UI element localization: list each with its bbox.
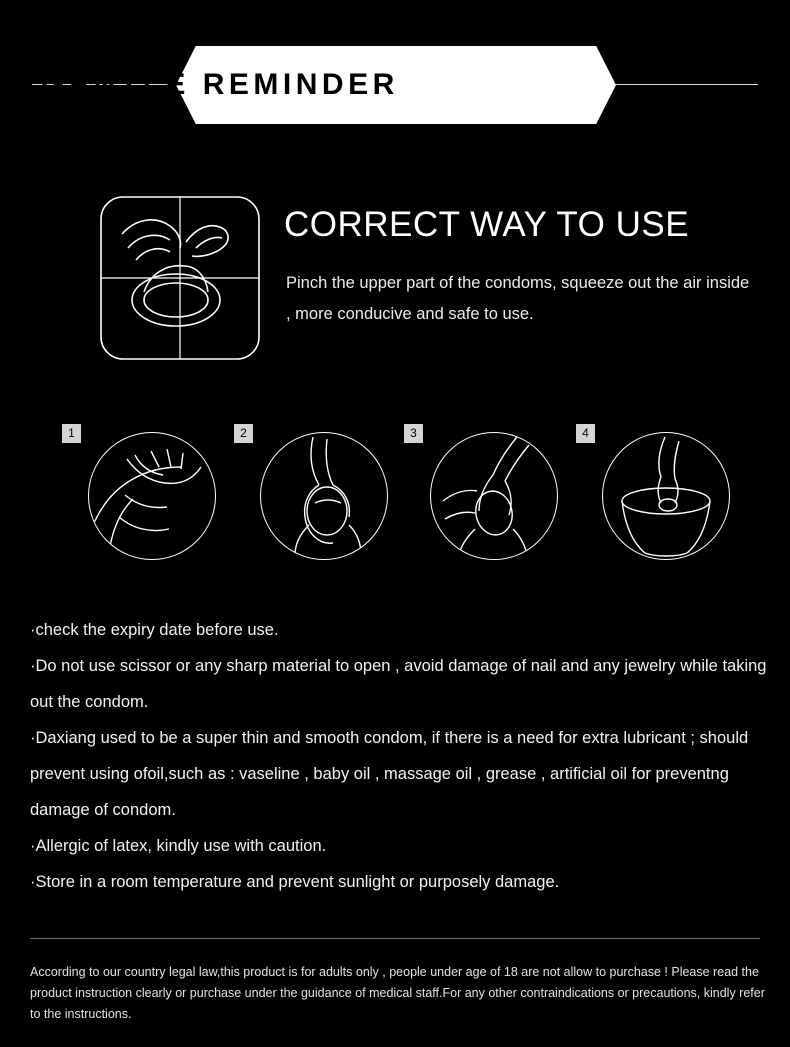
step-1-number: 1: [62, 424, 81, 443]
instructions-list: [30, 612, 774, 900]
banner-title: GENTLE REMINDER: [41, 68, 399, 101]
instruction-item-4: ·Allergic of latex, kindly use with caution.: [30, 837, 327, 855]
page-title: CORRECT WAY TO USE: [284, 205, 690, 244]
step-remove-icon: [430, 432, 558, 560]
legal-footnote: According to our country legal law,this product is for adults only , people under age of 18 are not allow to purchase ! Please read the product instruction clearly or purchase under the guidance of medical staff.For any other contraindications or precautions, kindly refer to the instructions.: [30, 965, 765, 1021]
pinch-condom-tip-icon: [100, 196, 260, 360]
instruction-item-5: ·Store in a room temperature and prevent sunlight or purposely damage.: [30, 873, 560, 891]
step-2-number: 2: [234, 424, 253, 443]
instruction-item-1: ·check the expiry date before use.: [30, 621, 279, 639]
step-2: [234, 424, 414, 564]
step-1: [62, 424, 242, 564]
step-4: [576, 424, 756, 564]
hero-description: Pinch the upper part of the condoms, squeeze out the air inside , more conducive and safe to use.: [286, 274, 750, 323]
step-roll-on-icon: [260, 432, 388, 560]
step-3: [404, 424, 584, 564]
steps-row: [0, 424, 790, 564]
step-dispose-bin-icon: [602, 432, 730, 560]
footer-divider: [30, 938, 760, 939]
step-3-number: 3: [404, 424, 423, 443]
step-4-number: 4: [576, 424, 595, 443]
gentle-reminder-banner: [0, 46, 790, 124]
instruction-item-3: ·Daxiang used to be a super thin and smooth condom, if there is a need for extra lubricant ; should prevent using ofoil,such as : vaseline , baby oil , massage oil , grease , artificial oil for preventng damage of condom.: [30, 729, 749, 819]
step-open-package-icon: [88, 432, 216, 560]
instruction-item-2: ·Do not use scissor or any sharp material to open , avoid damage of nail and any jewelry while taking out the condom.: [30, 657, 767, 711]
